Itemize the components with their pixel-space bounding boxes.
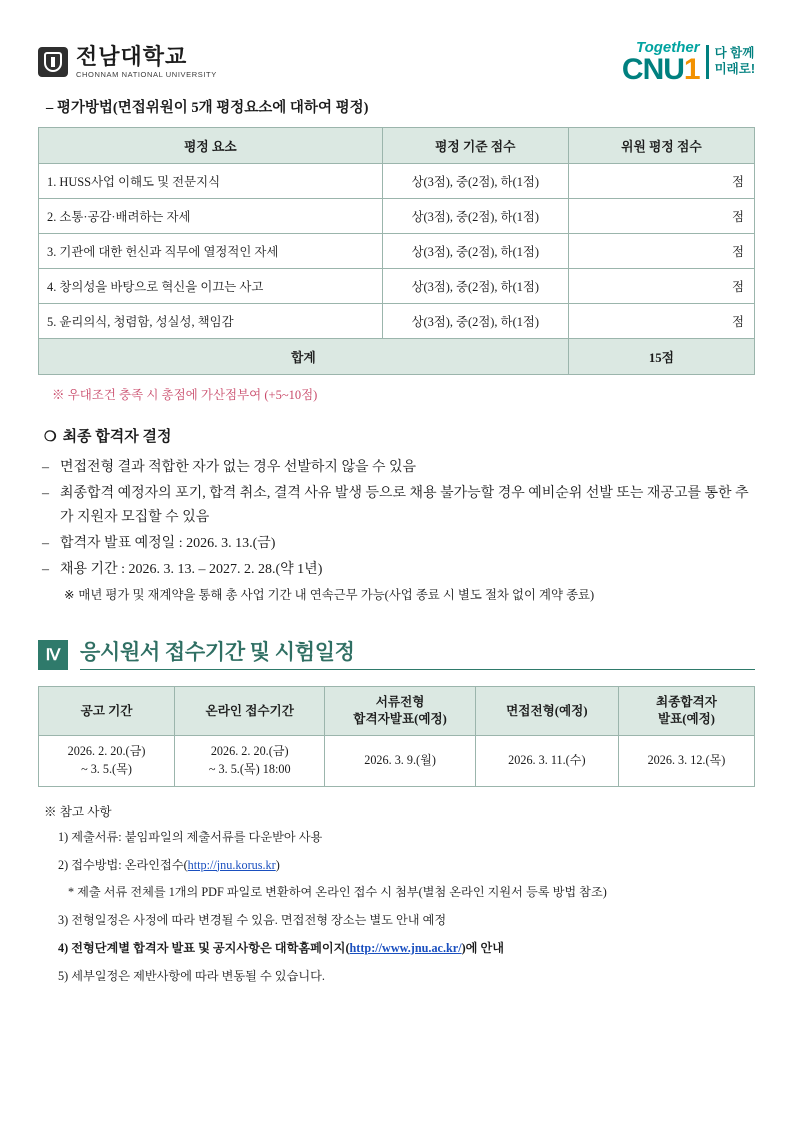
- table-row: [39, 199, 755, 234]
- dash-bullet-icon: –: [42, 460, 49, 475]
- footnote-item: 3) 전형일정은 사정에 따라 변경될 수 있음. 면접전형 장소는 별도 안내 예정: [58, 913, 447, 928]
- reference-mark-icon: ※: [64, 588, 75, 603]
- table-row: [39, 234, 755, 269]
- document-header: [38, 38, 755, 86]
- list-item: – 채용 기간 : 2026. 3. 13. – 2027. 2. 28.(약 1년): [38, 558, 755, 582]
- cnu-wordmark: CNU1: [621, 52, 700, 86]
- schedule-cell-notice-period: 2026. 2. 20.(금) ~ 3. 5.(목): [39, 736, 175, 786]
- list-item: – 면접전형 결과 적합한 자가 없는 경우 선발하지 않을 수 있음: [38, 456, 755, 480]
- university-name-kr: 전남대학교: [76, 44, 188, 70]
- university-emblem-icon: [38, 47, 68, 77]
- cnu-together-text: Together: [635, 38, 700, 56]
- column-header-online-application: 온라인 접수기간: [175, 687, 325, 736]
- table-row: [39, 269, 755, 304]
- cnu-slogan-logo: [622, 40, 755, 85]
- column-header-final-result: 최종합격자 발표(예정): [618, 687, 754, 736]
- section-title: 응시원서 접수기간 및 시험일정: [80, 640, 355, 665]
- total-label: 합계: [39, 339, 569, 375]
- column-header-criteria: 평정 기준 점수: [382, 128, 568, 164]
- schedule-cell-online-application: 2026. 2. 20.(금) ~ 3. 5.(목) 18:00: [175, 736, 325, 786]
- column-header-item: 평정 요소: [39, 128, 383, 164]
- footnotes-title: ※ 참고 사항: [44, 804, 112, 819]
- university-name-en: CHONNAM NATIONAL UNIVERSITY: [76, 69, 217, 79]
- eval-item: 2. 소통·공감·배려하는 자세: [39, 199, 383, 234]
- list-item: – 최종합격 예정자의 포기, 합격 취소, 결격 사유 발생 등으로 채용 불가능할 경우 예비순위 선발 또는 재공고를 통한 추가 지원자 모집할 수 있음: [38, 482, 755, 530]
- eval-score: 점: [568, 269, 754, 304]
- dash-bullet-icon: –: [42, 486, 49, 502]
- total-value: 15점: [568, 339, 754, 375]
- cnu-slogan-line1: 다 함께: [714, 46, 755, 61]
- university-logo: [38, 45, 217, 78]
- final-decision-list: [38, 456, 755, 582]
- eval-item: 5. 윤리의식, 청렴함, 성실성, 책임감: [39, 304, 383, 339]
- schedule-cell-document-result: 2026. 3. 9.(월): [325, 736, 475, 786]
- table-row: [39, 164, 755, 199]
- eval-score: 점: [568, 234, 754, 269]
- section-number: Ⅳ: [38, 640, 68, 670]
- eval-criteria: 상(3점), 중(2점), 하(1점): [382, 199, 568, 234]
- cnu-one-digit: 1: [683, 52, 700, 86]
- final-decision-heading: ❍ 최종 합격자 결정: [44, 429, 172, 445]
- column-header-interview: 면접전형(예정): [475, 687, 618, 736]
- cnu-slogan-line2: 미래로!: [714, 62, 755, 76]
- evaluation-note: ※ 우대조건 충족 시 총점에 가산점부여 (+5~10점): [52, 388, 318, 402]
- eval-score: 점: [568, 304, 754, 339]
- table-header-row: [39, 687, 755, 736]
- schedule-table: [38, 686, 755, 786]
- footnote-item: 4) 전형단계별 합격자 발표 및 공지사항은 대학홈페이지(http://www.jnu.ac.kr/)에 안내: [58, 941, 505, 956]
- eval-score: 점: [568, 199, 754, 234]
- korus-link[interactable]: http://jnu.korus.kr: [187, 857, 276, 872]
- dash-bullet-icon: –: [42, 562, 49, 578]
- footnote-item: 5) 세부일정은 제반사항에 따라 변동될 수 있습니다.: [58, 969, 325, 984]
- table-row: [39, 736, 755, 786]
- footnote-item: 1) 제출서류: 붙임파일의 제출서류를 다운받아 사용: [58, 829, 323, 844]
- schedule-cell-interview: 2026. 3. 11.(수): [475, 736, 618, 786]
- footnote-item: * 제출 서류 전체를 1개의 PDF 파일로 변환하여 온라인 접수 시 첨부(별첨 온라인 지원서 등록 방법 참조): [68, 885, 607, 900]
- column-header-document-result: 서류전형 합격자발표(예정): [325, 687, 475, 736]
- table-total-row: [39, 339, 755, 375]
- evaluation-table: [38, 127, 755, 375]
- eval-criteria: 상(3점), 중(2점), 하(1점): [382, 304, 568, 339]
- column-header-notice-period: 공고 기간: [39, 687, 175, 736]
- eval-criteria: 상(3점), 중(2점), 하(1점): [382, 269, 568, 304]
- eval-score: 점: [568, 164, 754, 199]
- cnu-divider-bar: [706, 45, 709, 79]
- circle-bullet-icon: ❍: [44, 430, 57, 445]
- eval-criteria: 상(3점), 중(2점), 하(1점): [382, 234, 568, 269]
- table-header-row: [39, 128, 755, 164]
- footnote-item: 2) 접수방법: 온라인접수(http://jnu.korus.kr): [58, 857, 280, 872]
- section-banner: [38, 636, 755, 670]
- eval-item: 3. 기관에 대한 헌신과 직무에 열정적인 자세: [39, 234, 383, 269]
- eval-criteria: 상(3점), 중(2점), 하(1점): [382, 164, 568, 199]
- list-item: – 합격자 발표 예정일 : 2026. 3. 13.(금): [38, 532, 755, 556]
- schedule-cell-final-result: 2026. 3. 12.(목): [618, 736, 754, 786]
- footnotes-list: [38, 828, 755, 986]
- evaluation-heading: – 평가방법(면접위원이 5개 평정요소에 대하여 평정): [46, 100, 369, 116]
- eval-item: 4. 창의성을 바탕으로 혁신을 이끄는 사고: [39, 269, 383, 304]
- dash-bullet-icon: –: [42, 536, 49, 552]
- eval-item: 1. HUSS사업 이해도 및 전문지식: [39, 164, 383, 199]
- final-decision-subnote: ※ 매년 평가 및 재계약을 통해 총 사업 기간 내 연속근무 가능(사업 종료 시 별도 절차 없이 계약 종료): [64, 588, 595, 603]
- university-homepage-link[interactable]: http://www.jnu.ac.kr/: [349, 941, 462, 956]
- column-header-score: 위원 평정 점수: [568, 128, 754, 164]
- table-row: [39, 304, 755, 339]
